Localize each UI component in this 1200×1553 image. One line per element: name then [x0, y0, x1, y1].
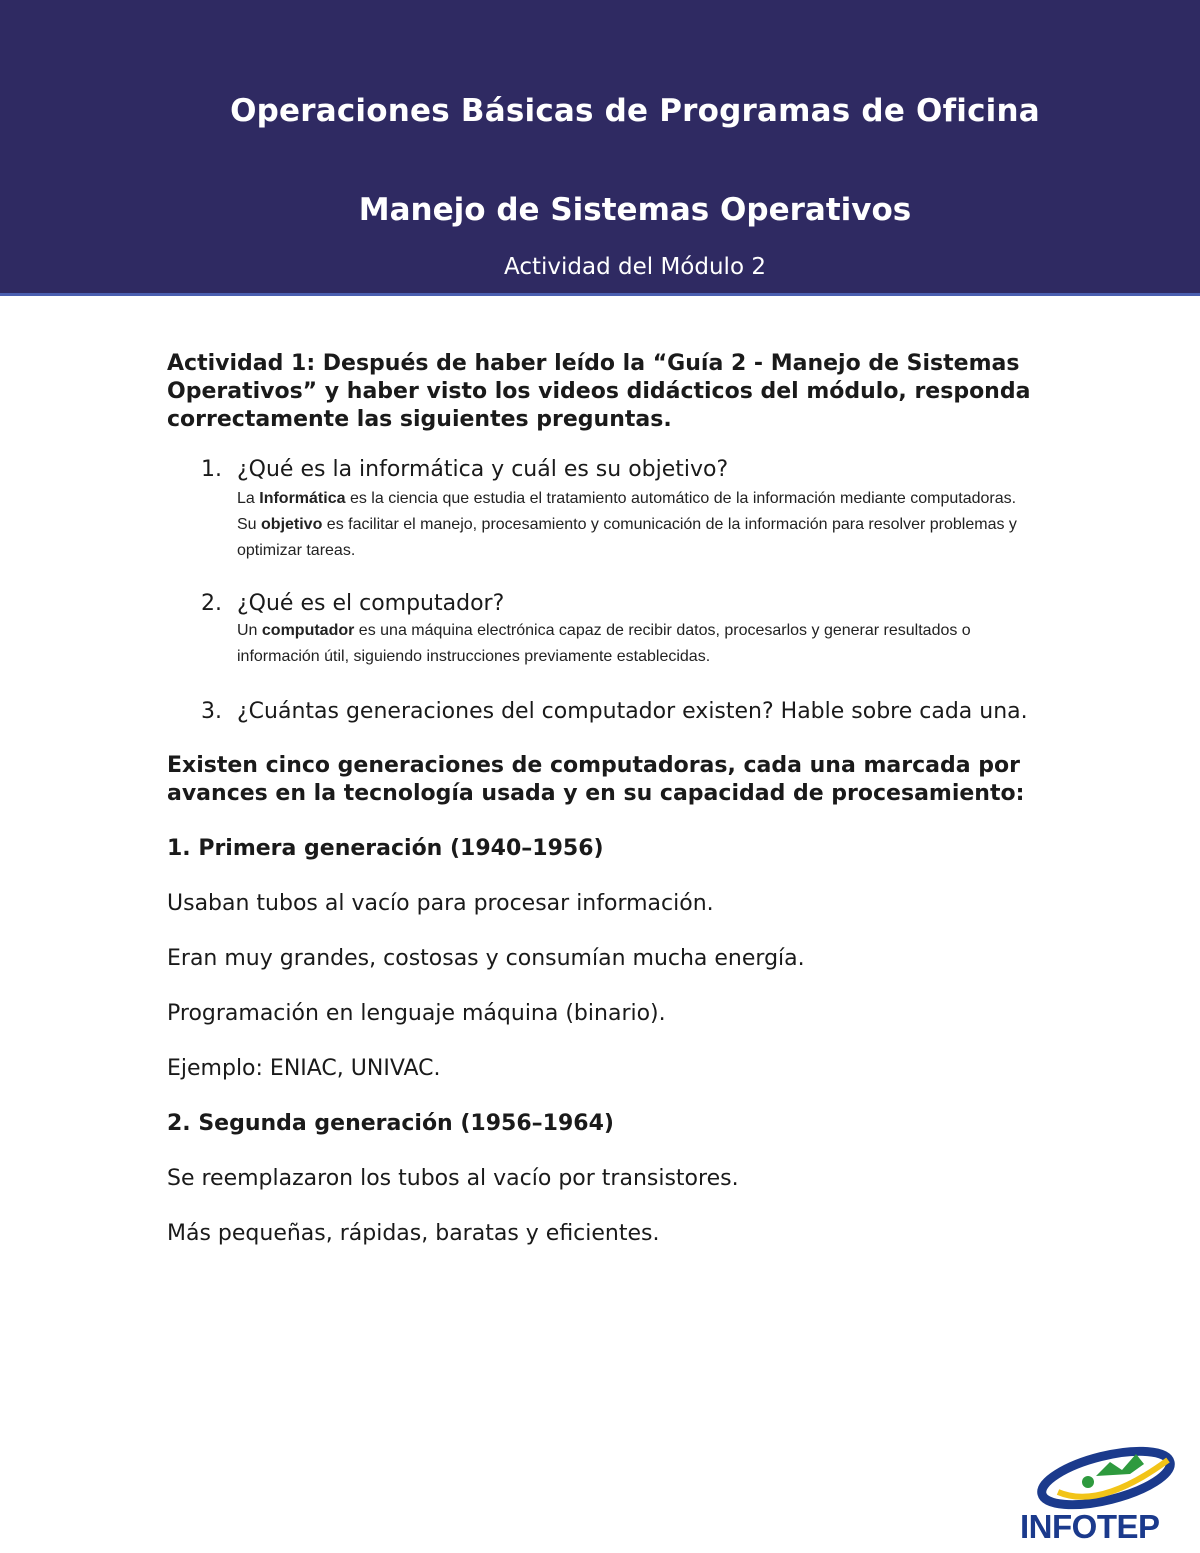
- question-number: 2.: [201, 591, 222, 616]
- document-subtitle: Manejo de Sistemas Operativos: [358, 192, 912, 228]
- answer-keyword: Informática: [259, 490, 346, 507]
- question-text: ¿Qué es el computador?: [237, 591, 505, 616]
- question-number: 1.: [201, 457, 222, 482]
- activity-intro: Actividad 1: Después de haber leído la “Guía 2 - Manejo de Sistemas Operativos” y haber visto los videos didácticos del módulo, responda correctamente las siguientes preguntas.: [167, 351, 1031, 432]
- question-number: 3.: [201, 699, 222, 724]
- question-text: ¿Cuántas generaciones del computador existen? Hable sobre cada una.: [237, 699, 1028, 724]
- answer-paragraph: Un computador es una máquina electrónica capaz de recibir datos, procesarlos y generar resultados o información útil, siguiendo instrucciones previamente establecidas.: [237, 622, 971, 665]
- generation-point: Ejemplo: ENIAC, UNIVAC.: [167, 1056, 441, 1081]
- generation-point: Eran muy grandes, costosas y consumían mucha energía.: [167, 946, 805, 971]
- question-item: [167, 698, 1047, 726]
- document-title: Operaciones Básicas de Programas de Oficina: [230, 93, 1040, 129]
- generation-point: Más pequeñas, rápidas, baratas y eficientes.: [167, 1221, 660, 1246]
- document-body: [167, 350, 1047, 1248]
- answer-keyword: computador: [261, 622, 355, 639]
- answer-keyword: objetivo: [261, 516, 323, 533]
- generation-heading: 1. Primera generación (1940–1956): [167, 836, 604, 861]
- activity-label: Actividad del Módulo 2: [504, 254, 766, 280]
- answer-paragraph: La Informática es la ciencia que estudia el tratamiento automático de la información mediante computadoras.: [237, 490, 1017, 507]
- question-list: [167, 456, 1047, 726]
- generation-heading: 2. Segunda generación (1956–1964): [167, 1111, 614, 1136]
- generation-point: Se reemplazaron los tubos al vacío por transistores.: [167, 1166, 739, 1191]
- generation-point: Usaban tubos al vacío para procesar información.: [167, 891, 714, 916]
- infotep-logo-text: INFOTEP: [1020, 1508, 1160, 1545]
- question-item: [167, 456, 1047, 564]
- generation-point: Programación en lenguaje máquina (binario).: [167, 1001, 666, 1026]
- question-text: ¿Qué es la informática y cuál es su objetivo?: [237, 457, 729, 482]
- answer-paragraph: Su objetivo es facilitar el manejo, procesamiento y comunicación de la información para resolver problemas y optimizar tareas.: [237, 516, 1017, 559]
- generations-lead: Existen cinco generaciones de computadoras, cada una marcada por avances en la tecnología usada y en su capacidad de procesamiento:: [167, 753, 1025, 806]
- question-item: [167, 590, 1047, 670]
- header-band: [0, 0, 1200, 296]
